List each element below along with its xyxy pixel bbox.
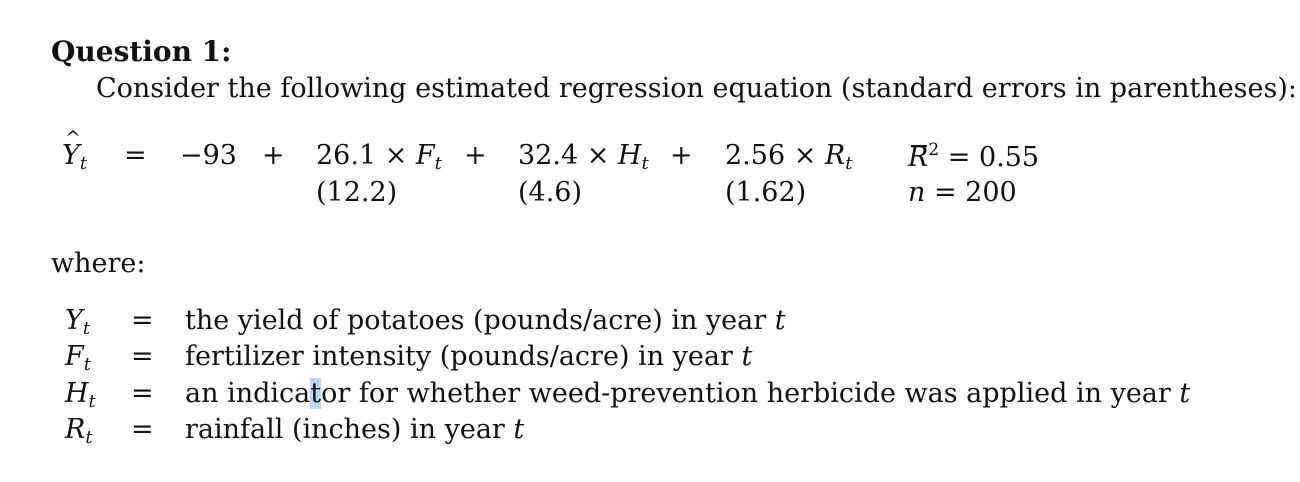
def-h-var: $H_t$ (65, 378, 96, 412)
term-r-coef: 2.56 × (725, 140, 825, 171)
lhs-yhat (62, 142, 87, 173)
where-label: where: (51, 248, 146, 279)
term-h (518, 142, 649, 173)
intercept: −93 (180, 140, 237, 171)
term-h-sub: t (641, 153, 649, 174)
term-h-var: H (617, 140, 642, 171)
plus-sign-2: + (464, 140, 487, 171)
r-squared (908, 142, 1039, 171)
r2-exp: 2 (928, 140, 940, 160)
sample-size (908, 179, 1017, 206)
def-f-equals: = (131, 341, 154, 372)
def-y-text: the yield of potatoes (pounds/acre) in year t (185, 305, 786, 336)
def-r-text: rainfall (inches) in year t (185, 414, 525, 445)
term-f-var: F (415, 140, 435, 171)
n-value: = 200 (925, 177, 1017, 208)
term-f-sub: t (434, 153, 442, 174)
equation-equals: = (124, 140, 147, 171)
plus-sign-1: + (262, 140, 285, 171)
def-f-var: $F_t$ (65, 341, 91, 375)
term-h-coef: 32.4 × (518, 140, 618, 171)
plus-sign-3: + (670, 140, 693, 171)
def-r-equals: = (131, 414, 154, 445)
yhat-sub: t (79, 153, 88, 174)
se-h: (4.6) (518, 177, 583, 208)
se-f: (12.2) (316, 177, 398, 208)
se-r: (1.62) (725, 177, 807, 208)
term-f (316, 142, 442, 173)
r2-value: = 0.55 (939, 142, 1040, 173)
text-selection-highlight: t (310, 378, 322, 409)
question-title: Question 1: (51, 35, 232, 68)
def-h-equals: = (131, 378, 154, 409)
n-var: n (908, 177, 926, 208)
yhat-var: ^ Y (62, 142, 80, 169)
term-r-var: R (824, 140, 846, 171)
term-f-coef: 26.1 × (316, 140, 416, 171)
term-r (725, 142, 852, 173)
question-intro: Consider the following estimated regression equation (standard errors in parentheses): (96, 73, 1297, 104)
r2-var: R (908, 142, 929, 173)
def-h-text[interactable]: an indicator for whether weed-prevention herbicide was applied in year t (185, 378, 1191, 409)
def-r-var: $R_t$ (65, 414, 93, 448)
def-y-equals: = (131, 305, 154, 336)
def-f-text: fertilizer intensity (pounds/acre) in year t (185, 341, 753, 372)
term-r-sub: t (845, 153, 853, 174)
def-y-var: $Y_t$ (65, 305, 91, 339)
